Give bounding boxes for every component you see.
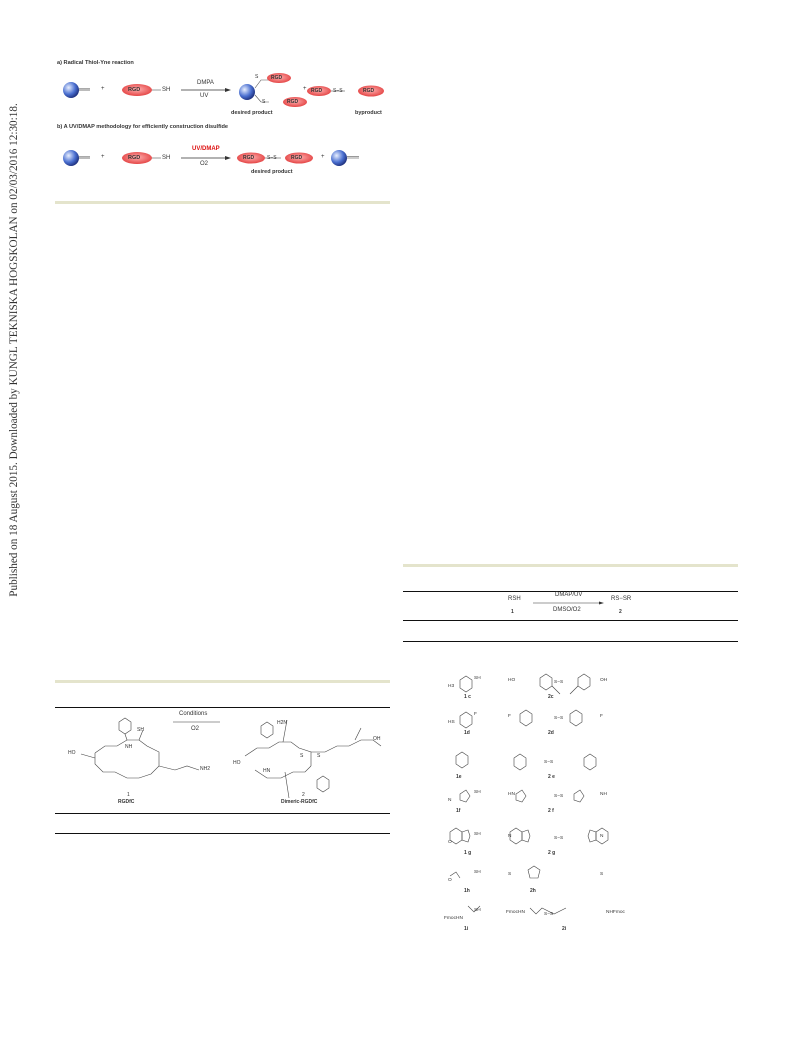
rsh-label: RSH — [508, 596, 521, 602]
lbl-h2n: H2N — [277, 720, 288, 726]
table-right-top-rule — [403, 564, 738, 567]
plus-b2: + — [321, 154, 325, 160]
pfragment-2f: HN — [508, 792, 515, 797]
right-n1: 1 — [511, 609, 514, 615]
pfragment2-2g: N — [600, 834, 604, 839]
table-left-line3 — [55, 833, 390, 834]
disulfide-2e: S−S — [544, 760, 554, 765]
compound-1g-label: 1 g — [464, 850, 472, 856]
pfragment2-2c: OH — [600, 678, 608, 683]
pfragment-2i: FmocHN — [506, 910, 525, 915]
fragment-1d: F — [474, 712, 477, 717]
fragment-1h: SH — [474, 870, 481, 875]
table-left-line2 — [55, 813, 390, 814]
table-left-top-rule — [55, 680, 390, 683]
compound-1-number: 1 — [127, 792, 130, 798]
compound-1f-label: 1f — [456, 808, 461, 814]
scheme-rule — [55, 201, 390, 204]
pfragment2-2d: F — [600, 714, 603, 719]
lbl-s-dimer-2: S — [317, 753, 321, 759]
conditions-label: Conditions — [179, 711, 208, 717]
rgd-label: RGD — [128, 87, 141, 93]
compound-list — [430, 664, 650, 944]
cond-bottom-label: DMSO/O2 — [553, 607, 581, 613]
plus-b1: + — [101, 154, 105, 160]
pfragment2-2h: S — [600, 872, 604, 877]
fragment2-1d: HS — [448, 720, 455, 725]
table-left-figure — [55, 708, 390, 813]
compound-1e-label: 1e — [456, 774, 462, 780]
lbl-ho-dimer: HO — [233, 760, 241, 766]
disulfide-2g: S−S — [554, 836, 564, 841]
s-label-1: S — [255, 74, 259, 80]
right-arrow — [403, 592, 738, 620]
compound-2d-label: 2d — [548, 730, 554, 736]
lbl-s-dimer-1: S — [300, 753, 304, 759]
fragment2-1f: N — [448, 798, 452, 803]
rgd-label-b: RGD — [128, 155, 141, 161]
fragment-1f: SH — [474, 790, 481, 795]
rssr-label: RS−SR — [611, 596, 632, 602]
table-right-line3 — [403, 641, 738, 642]
ss-label-b: S−S — [267, 155, 277, 161]
compound-1d-label: 1d — [464, 730, 470, 736]
rgd-label-p1: RGD — [271, 75, 283, 81]
plus-a1: + — [101, 86, 105, 92]
lbl-sh: SH — [137, 727, 144, 733]
lbl-oh-dimer: OH — [373, 736, 381, 742]
cond-top-label: DMAP/UV — [555, 592, 583, 598]
pfragment-2d: F — [508, 714, 511, 719]
compound-1c-label: 1 c — [464, 694, 471, 700]
rgd-label-p2: RGD — [287, 99, 299, 105]
compound-1i-label: 1i — [464, 926, 469, 932]
disulfide-2c: S−S — [554, 680, 564, 685]
rgdfc-structures — [55, 708, 390, 813]
uvdmap-label: UV/DMAP — [192, 146, 220, 152]
dmpa-label: DMPA — [197, 80, 214, 86]
compound-2i-label: 2i — [562, 926, 567, 932]
fragment-1c: SH — [474, 676, 481, 681]
rgd-label-bp1: RGD — [311, 88, 323, 94]
pfragment2-2f: NH — [600, 792, 607, 797]
table-right-line2 — [403, 620, 738, 621]
scheme-b-title: b) A UV/DMAP methodology for efficiently construction disulfide — [57, 124, 229, 130]
scheme-a-title: a) Radical Thiol-Yne reaction — [57, 60, 134, 66]
rgd-label-bp2: RGD — [363, 88, 375, 94]
pfragment-2c: HO — [508, 678, 516, 683]
disulfide-2f: S−S — [554, 794, 564, 799]
download-stamp-text: Published on 18 August 2015. Downloaded by KUNGL TEKNISKA HOGSKOLAN on 02/03/2016 12:30:18. — [8, 103, 20, 597]
desired-product-a: desired product — [231, 110, 273, 116]
compound-2c-label: 2c — [548, 694, 554, 700]
pfragment-2h: S — [508, 872, 512, 877]
compound-2-number: 2 — [302, 792, 305, 798]
o2-label-b: O2 — [200, 161, 209, 167]
ss-label-a: S−S — [333, 88, 343, 94]
lbl-ho: HO — [68, 750, 76, 756]
uv-label: UV — [200, 93, 209, 99]
fragment-1g: SH — [474, 832, 481, 837]
sh-label: SH — [162, 87, 171, 93]
plus-a2: + — [303, 86, 307, 92]
disulfide-2d: S−S — [554, 716, 564, 721]
fragment-1i: SH — [474, 908, 481, 913]
lbl-hn-dimer: HN — [263, 768, 271, 774]
byproduct-label: byproduct — [355, 110, 382, 116]
lbl-nh2: NH2 — [200, 766, 211, 772]
desired-product-b: desired product — [251, 169, 293, 175]
o2-label-left: O2 — [191, 726, 200, 732]
fragment2-1i: FmocHN — [444, 916, 463, 921]
sh-label-b: SH — [162, 155, 171, 161]
fragment2-1c: H3 — [448, 684, 455, 689]
compound-2-name: Dimeric-RGDfC — [281, 799, 318, 805]
s-label-2: S — [262, 99, 266, 105]
disulfide-2i: S−S — [544, 912, 554, 917]
compound-2f-label: 2 f — [548, 808, 554, 814]
compound-2g-label: 2 g — [548, 850, 556, 856]
compound-2h-label: 2h — [530, 888, 536, 894]
ball-alkyne-a — [63, 82, 90, 98]
compound-structures — [430, 664, 650, 944]
compound-2e-label: 2 e — [548, 774, 555, 780]
rgd-label-b1: RGD — [243, 155, 255, 161]
lbl-nh: NH — [125, 744, 133, 750]
fragment2-1g: O — [448, 840, 452, 845]
compound-1h-label: 1h — [464, 888, 470, 894]
ball-alkyne-b — [63, 150, 79, 166]
pfragment2-2i: NHFmoc — [606, 910, 625, 915]
rgd-label-b2: RGD — [291, 155, 303, 161]
side-stamp — [2, 20, 26, 660]
right-n2: 2 — [619, 609, 622, 615]
ball-product-a — [239, 84, 255, 100]
compound-1-name: RGDfC — [118, 799, 135, 805]
fragment2-1h: O — [448, 878, 452, 883]
scheme-figure — [55, 58, 395, 198]
table-right-scheme — [403, 592, 738, 620]
pfragment-2g: N — [508, 834, 512, 839]
